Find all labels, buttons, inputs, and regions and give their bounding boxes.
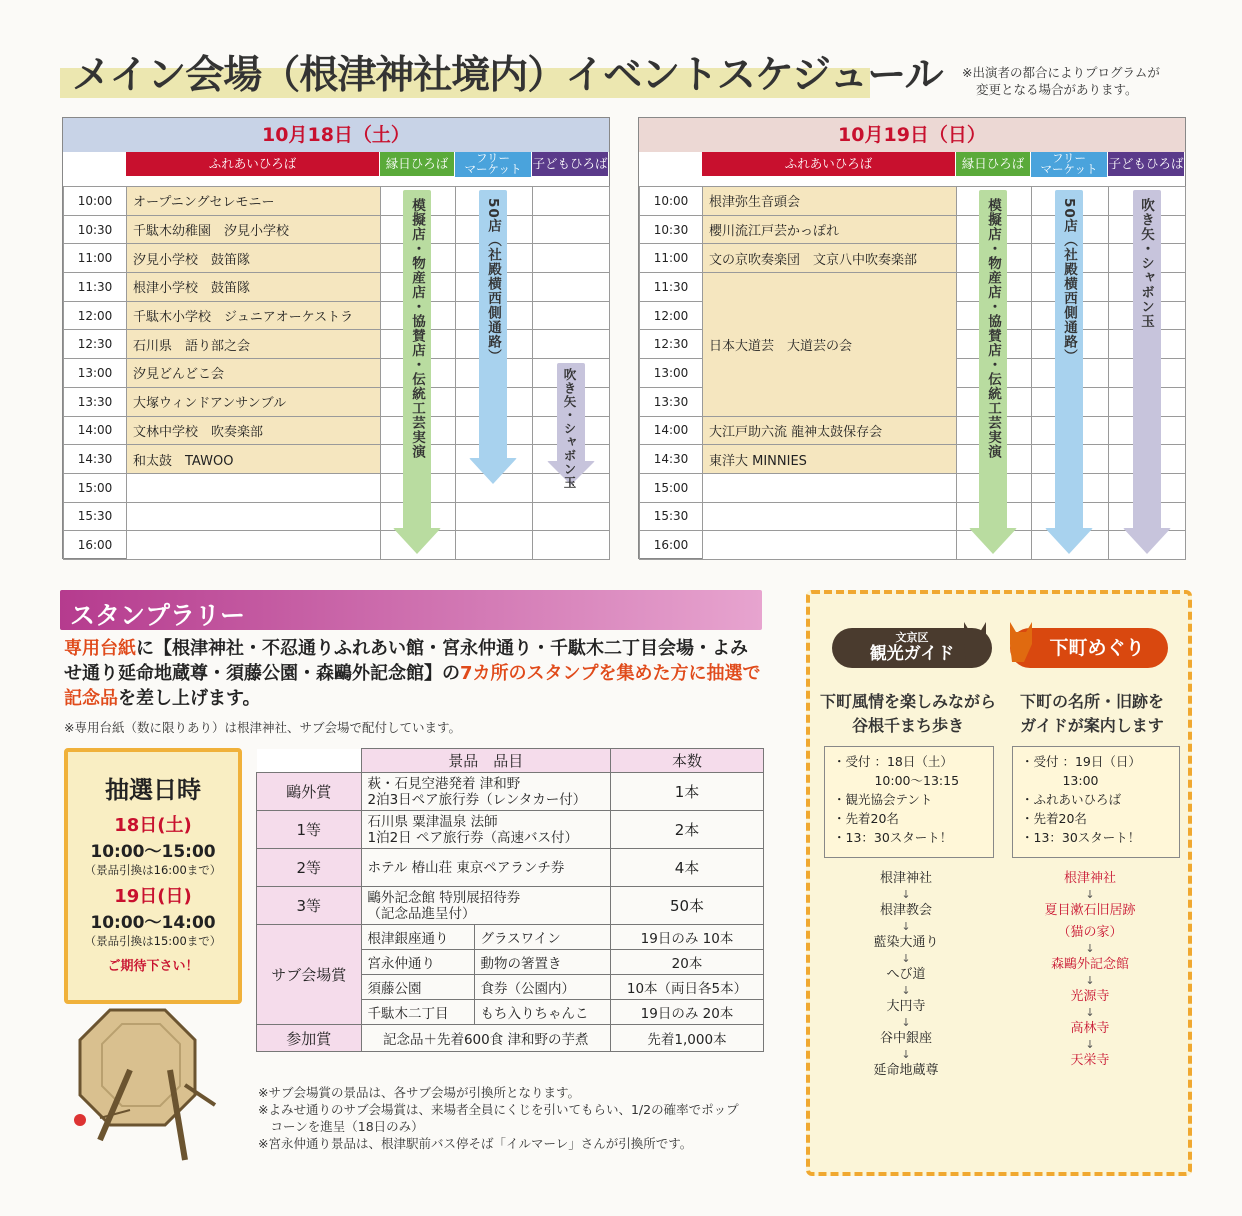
schedule-row bbox=[64, 473, 610, 502]
event-cell: 日本大道芸 大道芸の会 bbox=[703, 330, 957, 359]
guide-b-info bbox=[1012, 746, 1180, 858]
empty-cell bbox=[533, 330, 610, 359]
event-cell bbox=[703, 387, 957, 416]
time-cell: 13:30 bbox=[64, 387, 127, 416]
draw-day2: 19日(日) bbox=[114, 886, 192, 907]
schedule-row bbox=[64, 244, 610, 273]
stamp-rally-description bbox=[64, 636, 764, 711]
time-cell: 11:30 bbox=[640, 273, 703, 302]
event-cell: 大塚ウィンドアンサンブル bbox=[127, 387, 381, 416]
guide-b-route bbox=[1020, 868, 1160, 1072]
empty-cell bbox=[533, 215, 610, 244]
prize-row bbox=[257, 773, 764, 811]
empty-cell bbox=[533, 301, 610, 330]
draw-time1: 10:00〜15:00 bbox=[90, 842, 216, 862]
event-cell: 和太鼓 TAWOO bbox=[127, 445, 381, 474]
guide-b-sub-line2: ガイドが案内します bbox=[1020, 716, 1164, 735]
col-free-line1: フリー bbox=[475, 151, 511, 165]
schedule-row bbox=[64, 387, 610, 416]
sub-venue: 千駄木二丁目 bbox=[361, 1000, 474, 1025]
guide-a-info-line: ・受付 ：18日（土） bbox=[833, 754, 953, 769]
route-stop: 光源寺 bbox=[1070, 989, 1110, 1004]
event-cell: 文の京吹奏楽団 文京八中吹奏楽部 bbox=[703, 244, 957, 273]
empty-cell bbox=[533, 531, 610, 560]
prize-item-line1: ホテル 椿山荘 東京ペアランチ券 bbox=[367, 859, 565, 876]
stamp-text-6: 記念品 bbox=[64, 688, 118, 709]
route-stop: 藍染大通り bbox=[873, 935, 939, 950]
route-arrow-icon: ↓ bbox=[1085, 974, 1095, 987]
route-arrow-icon: ↓ bbox=[1085, 888, 1095, 901]
col-free bbox=[1031, 152, 1107, 177]
time-cell: 13:00 bbox=[640, 359, 703, 388]
prize-item-line1: 萩・石見空港発着 津和野 bbox=[367, 775, 521, 792]
ennichi-arrowhead-day2 bbox=[969, 528, 1017, 554]
route-stop: 高林寺 bbox=[1070, 1021, 1110, 1036]
schedule-note bbox=[962, 64, 1160, 98]
schedule-row bbox=[640, 187, 1186, 216]
event-cell: 大江戸助六流 龍神太鼓保存会 bbox=[703, 416, 957, 445]
kodomo-label-day1: 吹き矢・シャボン玉 bbox=[562, 368, 577, 490]
empty-cell bbox=[533, 187, 610, 216]
event-cell bbox=[127, 473, 381, 502]
route-stop: 根津神社 bbox=[879, 871, 932, 886]
sub-count: 19日のみ 10本 bbox=[611, 925, 764, 950]
guide-b-subtitle bbox=[1008, 690, 1176, 738]
footnote: ※サブ会場賞の景品は、各サブ会場が引換所となります。 bbox=[258, 1085, 580, 1100]
event-cell: 汐見小学校 鼓笛隊 bbox=[127, 244, 381, 273]
prize-footnotes bbox=[258, 1084, 778, 1152]
time-cell: 11:00 bbox=[64, 244, 127, 273]
empty-cell bbox=[456, 502, 533, 531]
event-cell: 東洋大 MINNIES bbox=[703, 445, 957, 474]
route-arrow-icon: ↓ bbox=[901, 888, 911, 901]
prize-table bbox=[256, 748, 764, 1052]
empty-cell bbox=[533, 244, 610, 273]
time-cell: 10:30 bbox=[640, 215, 703, 244]
footnote: ※宮永仲通り景品は、根津駅前バス停そば「イルマーレ」さんが引換所です。 bbox=[258, 1136, 693, 1151]
stamp-rally-note: ※専用台紙（数に限りあり）は根津神社、サブ会場で配付しています。 bbox=[64, 720, 461, 735]
schedule-row bbox=[640, 359, 1186, 388]
kanko-guide-big: 観光ガイド bbox=[869, 644, 955, 664]
event-cell bbox=[703, 473, 957, 502]
event-cell: 櫻川流江戸芸かっぽれ bbox=[703, 215, 957, 244]
kodomo-arrowhead-day2 bbox=[1123, 528, 1171, 554]
col-free-line2: マーケット bbox=[1040, 162, 1098, 176]
sub-venue: 宮永仲通り bbox=[361, 950, 474, 975]
draw-day1: 18日(土) bbox=[114, 815, 192, 836]
schedule-row bbox=[640, 473, 1186, 502]
event-cell bbox=[703, 273, 957, 302]
sub-venue: 須藤公園 bbox=[361, 975, 474, 1000]
time-cell: 10:00 bbox=[640, 187, 703, 216]
route-arrow-icon: ↓ bbox=[901, 920, 911, 933]
guide-a-route bbox=[836, 868, 976, 1082]
schedule-row bbox=[640, 531, 1186, 560]
event-cell: オープニングセレモニー bbox=[127, 187, 381, 216]
ennichi-label-day2: 模擬店・物産店・協賛店・伝統工芸実演 bbox=[985, 198, 1001, 459]
route-arrow-icon: ↓ bbox=[901, 984, 911, 997]
prize-item-line2: （記念品進呈付） bbox=[367, 905, 476, 922]
prize-header-row bbox=[257, 749, 764, 773]
time-cell: 14:00 bbox=[64, 416, 127, 445]
prize-item-line1: 石川県 粟津温泉 法師 bbox=[367, 813, 498, 830]
time-cell: 15:00 bbox=[64, 473, 127, 502]
guide-b-info-line: 13:00 bbox=[1021, 773, 1099, 788]
prize-row bbox=[257, 849, 764, 887]
guide-b-info-line: ・13：30スタート！ bbox=[1021, 830, 1141, 845]
prize-header-blank bbox=[257, 749, 362, 773]
stamp-text-2: に【根津神社・不忍通りふれあい館・宮永仲通り・千駄木二丁目会場・ bbox=[136, 638, 712, 659]
stamp-text-7: を差し上げます。 bbox=[118, 688, 261, 709]
sub-count: 10本（両日各5本） bbox=[611, 975, 764, 1000]
event-cell bbox=[127, 531, 381, 560]
prize-item bbox=[361, 811, 611, 849]
col-fureai: ふれあいひろば bbox=[702, 152, 955, 176]
schedule-row bbox=[64, 273, 610, 302]
guide-b-info-line: ・ふれあいひろば bbox=[1021, 792, 1122, 807]
col-free bbox=[455, 152, 531, 177]
time-cell: 12:30 bbox=[640, 330, 703, 359]
sub-item: グラスワイン bbox=[474, 925, 611, 950]
participation-item: 記念品＋先着600食 津和野の芋煮 bbox=[361, 1025, 611, 1052]
stamp-rally-title: スタンプラリー bbox=[70, 601, 246, 630]
ennichi-arrowhead-day1 bbox=[393, 528, 441, 554]
time-cell: 10:30 bbox=[64, 215, 127, 244]
draw-dates-box bbox=[64, 748, 242, 1004]
route-arrow-icon: ↓ bbox=[901, 1048, 911, 1061]
kodomo-label-day2: 吹き矢・シャボン玉 bbox=[1138, 198, 1154, 329]
schedule-day2 bbox=[638, 117, 1186, 559]
col-ennichi: 縁日ひろば bbox=[956, 152, 1030, 176]
col-free-line1: フリー bbox=[1051, 151, 1087, 165]
guide-b-info-line: ・先着20名 bbox=[1021, 811, 1087, 826]
participation-prize-row bbox=[257, 1025, 764, 1052]
day1-date: 10月18日（土） bbox=[63, 118, 609, 152]
prize-count: 2本 bbox=[611, 811, 764, 849]
guide-a-info bbox=[824, 746, 994, 858]
prize-count: 4本 bbox=[611, 849, 764, 887]
route-stop: （猫の家） bbox=[1057, 925, 1123, 940]
event-cell: 石川県 語り部之会 bbox=[127, 330, 381, 359]
draw-time2: 10:00〜14:00 bbox=[90, 913, 216, 933]
sub-item: もち入りちゃんこ bbox=[474, 1000, 611, 1025]
empty-cell bbox=[456, 531, 533, 560]
footnote: ※よみせ通りのサブ会場賞は、来場者全員にくじを引いてもらい、1/2の確率でポップ bbox=[258, 1102, 739, 1117]
shitamachi-meguri-label: 下町めぐり bbox=[1049, 637, 1145, 659]
stamp-text-1: 専用台紙 bbox=[64, 638, 136, 659]
sub-count: 20本 bbox=[611, 950, 764, 975]
footnote: コーンを進呈（18日のみ） bbox=[258, 1119, 424, 1134]
prize-item bbox=[361, 773, 611, 811]
time-cell: 12:30 bbox=[64, 330, 127, 359]
route-stop: 森鷗外記念館 bbox=[1050, 957, 1129, 972]
schedule-row bbox=[640, 244, 1186, 273]
guide-a-info-line: ・13：30スタート！ bbox=[833, 830, 953, 845]
col-kodomo: 子どもひろば bbox=[1108, 152, 1184, 176]
draw-cta: ご期待下さい！ bbox=[107, 959, 199, 974]
event-cell bbox=[703, 301, 957, 330]
free-arrowhead-day2 bbox=[1045, 528, 1093, 554]
time-cell: 12:00 bbox=[640, 301, 703, 330]
time-cell: 13:00 bbox=[64, 359, 127, 388]
sub-item: 動物の箸置き bbox=[474, 950, 611, 975]
prize-row bbox=[257, 887, 764, 925]
schedule-row bbox=[64, 531, 610, 560]
schedule-row bbox=[640, 215, 1186, 244]
empty-cell bbox=[533, 273, 610, 302]
time-cell: 15:30 bbox=[64, 502, 127, 531]
event-cell bbox=[127, 502, 381, 531]
participation-label: 参加賞 bbox=[257, 1025, 362, 1052]
schedule-row bbox=[640, 273, 1186, 302]
schedule-row bbox=[640, 301, 1186, 330]
guide-a-info-line: 10:00〜13:15 bbox=[833, 773, 960, 788]
guide-a-sub-line1: 下町風情を楽しみながら bbox=[819, 692, 996, 711]
cat-icon bbox=[1004, 622, 1038, 664]
prize-rank: 1等 bbox=[257, 811, 362, 849]
schedule-row bbox=[64, 215, 610, 244]
free-label-day2: 50店（社殿横西側通路） bbox=[1061, 198, 1077, 364]
event-cell: 根津小学校 鼓笛隊 bbox=[127, 273, 381, 302]
event-cell: 汐見どんどこ会 bbox=[127, 359, 381, 388]
event-cell: 文林中学校 吹奏楽部 bbox=[127, 416, 381, 445]
sub-prize-label: サブ会場賞 bbox=[257, 925, 362, 1025]
empty-cell bbox=[533, 502, 610, 531]
note-line: ※出演者の都合によりプログラムが bbox=[962, 65, 1160, 80]
time-cell: 11:30 bbox=[64, 273, 127, 302]
schedule-row bbox=[64, 416, 610, 445]
route-arrow-icon: ↓ bbox=[901, 952, 911, 965]
event-cell bbox=[703, 502, 957, 531]
time-cell: 14:30 bbox=[640, 445, 703, 474]
event-cell: 千駄木小学校 ジュニアオーケストラ bbox=[127, 301, 381, 330]
prize-header-item: 景品 品目 bbox=[361, 749, 611, 773]
sub-prize-row bbox=[257, 925, 764, 950]
schedule-row bbox=[64, 301, 610, 330]
prize-item-line2: 1泊2日 ペア旅行券（高速バス付） bbox=[367, 829, 578, 846]
guide-a-info-line: ・先着20名 bbox=[833, 811, 899, 826]
route-arrow-icon: ↓ bbox=[1085, 1038, 1095, 1051]
ennichi-label-day1: 模擬店・物産店・協賛店・伝統工芸実演 bbox=[409, 198, 425, 459]
time-cell: 16:00 bbox=[640, 531, 703, 560]
prize-item-line1: 鷗外記念館 特別展招待券 bbox=[367, 889, 521, 906]
time-cell: 14:30 bbox=[64, 445, 127, 474]
cat-icon bbox=[958, 622, 992, 664]
guide-a-sub-line2: 谷根千まち歩き bbox=[851, 716, 964, 735]
kanko-guide-small: 文京区 bbox=[895, 631, 929, 644]
prize-rank: 鷗外賞 bbox=[257, 773, 362, 811]
event-cell: 根津弥生音頭会 bbox=[703, 187, 957, 216]
col-ennichi: 縁日ひろば bbox=[380, 152, 454, 176]
time-cell: 14:00 bbox=[640, 416, 703, 445]
event-cell: 千駄木幼稚園 汐見小学校 bbox=[127, 215, 381, 244]
sub-count: 19日のみ 20本 bbox=[611, 1000, 764, 1025]
schedule-row bbox=[64, 187, 610, 216]
time-cell: 11:00 bbox=[640, 244, 703, 273]
route-stop: 夏目漱石旧居跡 bbox=[1044, 903, 1136, 918]
route-stop: 天栄寺 bbox=[1070, 1053, 1110, 1068]
guide-a-info-line: ・観光協会テント bbox=[833, 792, 933, 807]
prize-header-count: 本数 bbox=[611, 749, 764, 773]
note-line: 変更となる場合があります。 bbox=[976, 82, 1138, 97]
schedule-row bbox=[640, 387, 1186, 416]
lottery-drum-illustration bbox=[70, 1000, 230, 1170]
route-stop: へび道 bbox=[886, 967, 926, 982]
col-kodomo: 子どもひろば bbox=[532, 152, 608, 176]
prize-item bbox=[361, 849, 611, 887]
event-cell bbox=[703, 531, 957, 560]
route-arrow-icon: ↓ bbox=[1085, 1006, 1095, 1019]
time-cell: 16:00 bbox=[64, 531, 127, 560]
prize-count: 1本 bbox=[611, 773, 764, 811]
sub-item: 食券（公園内） bbox=[474, 975, 611, 1000]
route-stop: 延命地蔵尊 bbox=[873, 1063, 939, 1078]
time-cell: 10:00 bbox=[64, 187, 127, 216]
draw-title: 抽選日時 bbox=[105, 776, 201, 804]
schedule-row bbox=[64, 359, 610, 388]
route-stop: 谷中銀座 bbox=[879, 1031, 932, 1046]
time-cell: 13:30 bbox=[640, 387, 703, 416]
schedule-day1 bbox=[62, 117, 610, 559]
schedule-row bbox=[64, 445, 610, 474]
event-cell bbox=[703, 359, 957, 388]
col-fureai: ふれあいひろば bbox=[126, 152, 379, 176]
prize-row bbox=[257, 811, 764, 849]
page-title: メイン会場（根津神社境内）イベントスケジュール bbox=[72, 53, 943, 98]
schedule-row bbox=[640, 502, 1186, 531]
route-stop: 大円寺 bbox=[886, 999, 926, 1014]
time-cell: 15:30 bbox=[640, 502, 703, 531]
draw-exchange1: （景品引換は16:00まで） bbox=[84, 863, 222, 877]
free-arrowhead-day1 bbox=[469, 458, 517, 484]
stamp-text-4: 7カ所のスタンプを集めた bbox=[460, 663, 671, 684]
prize-item bbox=[361, 887, 611, 925]
route-stop: 根津神社 bbox=[1063, 871, 1116, 886]
col-free-line2: マーケット bbox=[464, 162, 522, 176]
guide-a-subtitle bbox=[818, 690, 998, 738]
day2-date: 10月19日（日） bbox=[639, 118, 1185, 152]
participation-count: 先着1,000本 bbox=[611, 1025, 764, 1052]
route-arrow-icon: ↓ bbox=[1085, 942, 1095, 955]
route-arrow-icon: ↓ bbox=[901, 1016, 911, 1029]
schedule-row bbox=[640, 416, 1186, 445]
prize-rank: 2等 bbox=[257, 849, 362, 887]
schedule-row bbox=[64, 502, 610, 531]
prize-count: 50本 bbox=[611, 887, 764, 925]
stamp-text-3: よみせ通り延命地蔵尊・須藤公園・森鷗外記念館】の bbox=[64, 638, 748, 684]
prize-item-line2: 2泊3日ペア旅行券（レンタカー付） bbox=[367, 791, 587, 808]
schedule-row bbox=[640, 445, 1186, 474]
time-cell: 15:00 bbox=[640, 473, 703, 502]
draw-exchange2: （景品引換は15:00まで） bbox=[84, 934, 222, 948]
schedule-row bbox=[640, 330, 1186, 359]
guide-b-info-line: ・受付 ：19日（日） bbox=[1021, 754, 1141, 769]
stamp-text-5: 方に抽選で bbox=[670, 663, 761, 684]
sub-venue: 根津銀座通り bbox=[361, 925, 474, 950]
free-label-day1: 50店（社殿横西側通路） bbox=[485, 198, 501, 364]
schedule-table-day2 bbox=[639, 186, 1186, 560]
time-cell: 12:00 bbox=[64, 301, 127, 330]
schedule-row bbox=[64, 330, 610, 359]
guide-b-sub-line1: 下町の名所・旧跡を bbox=[1019, 692, 1164, 711]
schedule-table-day1 bbox=[63, 186, 610, 560]
prize-rank: 3等 bbox=[257, 887, 362, 925]
route-stop: 根津教会 bbox=[879, 903, 932, 918]
